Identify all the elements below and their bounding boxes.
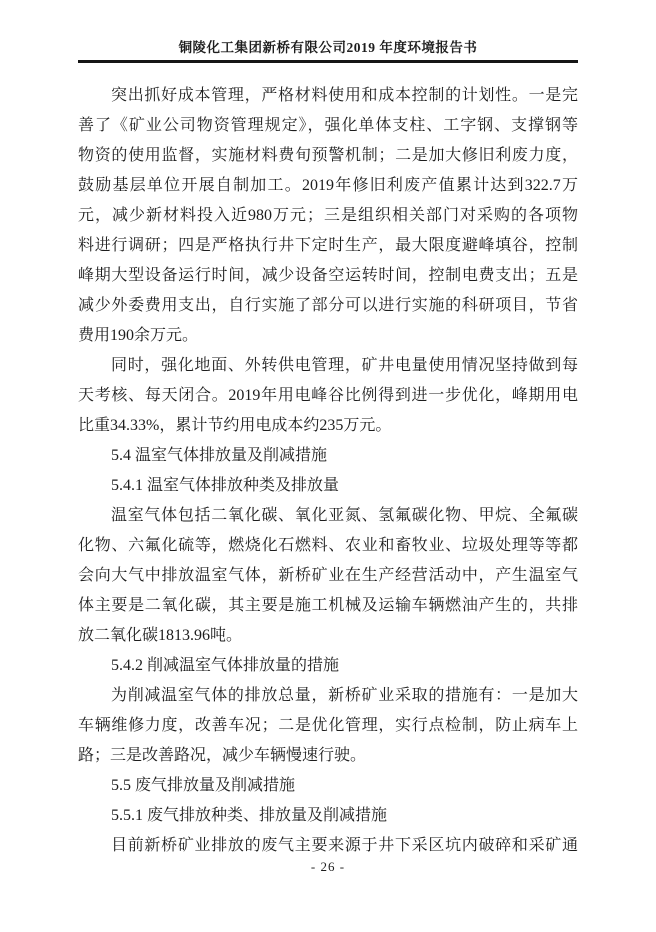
paragraph bbox=[78, 681, 578, 771]
section-heading: 5.4 温室气体排放量及削减措施 bbox=[111, 447, 328, 464]
paragraph-line: 温室气体包括二氧化碳、氧化亚氮、氢氟碳化物、甲烷、全氟碳 bbox=[111, 507, 578, 524]
paragraph-line: 突出抓好成本管理，严格材料使用和成本控制的计划性。一是完 bbox=[111, 87, 578, 104]
paragraph-line: 峰期大型设备运行时间，减少设备空运转时间，控制电费支出；五是 bbox=[78, 267, 578, 284]
section-heading: 5.5.1 废气排放种类、排放量及削减措施 bbox=[111, 807, 388, 824]
paragraph bbox=[78, 81, 578, 351]
paragraph-line: 费用190余万元。 bbox=[78, 327, 199, 344]
header-rule bbox=[78, 60, 578, 63]
paragraph-line: 目前新桥矿业排放的废气主要来源于井下采区坑内破碎和采矿通 bbox=[111, 837, 578, 854]
paragraph-line: 放二氧化碳1813.96吨。 bbox=[78, 627, 243, 644]
paragraph-line: 化物、六氟化硫等，燃烧化石燃料、农业和畜牧业、垃圾处理等等都 bbox=[78, 537, 578, 554]
paragraph-line: 会向大气中排放温室气体，新桥矿业在生产经营活动中，产生温室气 bbox=[78, 567, 578, 584]
section-heading: 5.4.1 温室气体排放种类及排放量 bbox=[111, 477, 340, 494]
section-heading: 5.4.2 削减温室气体排放量的措施 bbox=[111, 657, 340, 674]
paragraph-line: 物资的使用监督，实施材料费旬预警机制；二是加大修旧利废力度， bbox=[78, 147, 578, 164]
paragraph-line: 善了《矿业公司物资管理规定》，强化单体支柱、工字钢、支撑钢等 bbox=[78, 117, 578, 134]
paragraph bbox=[78, 351, 578, 441]
paragraph bbox=[78, 831, 578, 861]
footer-page-number: - 26 - bbox=[310, 859, 346, 874]
paragraph-line: 体主要是二氧化碳，其主要是施工机械及运输车辆燃油产生的，共排 bbox=[78, 597, 578, 614]
section-heading: 5.5 废气排放量及削减措施 bbox=[111, 777, 296, 794]
paragraph-line: 天考核、每天闭合。2019年用电峰谷比例得到进一步优化，峰期用电 bbox=[78, 387, 578, 404]
paragraph-line: 元，减少新材料投入近980万元；三是组织相关部门对采购的各项物 bbox=[78, 207, 578, 224]
paragraph-line: 减少外委费用支出，自行实施了部分可以进行实施的科研项目，节省 bbox=[78, 297, 578, 314]
document-body bbox=[78, 81, 578, 861]
paragraph-line: 同时，强化地面、外转供电管理，矿井电量使用情况坚持做到每 bbox=[111, 357, 578, 374]
paragraph bbox=[78, 501, 578, 651]
paragraph-line: 比重34.33%，累计节约用电成本约235万元。 bbox=[78, 417, 392, 434]
paragraph-line: 料进行调研；四是严格执行井下定时生产，最大限度避峰填谷，控制 bbox=[78, 237, 578, 254]
paragraph-line: 为削减温室气体的排放总量，新桥矿业采取的措施有：一是加大 bbox=[111, 687, 578, 704]
page-header-title: 铜陵化工集团新桥有限公司2019 年度环境报告书 bbox=[178, 40, 478, 55]
paragraph-line: 路；三是改善路况，减少车辆慢速行驶。 bbox=[78, 747, 367, 764]
paragraph-line: 鼓励基层单位开展自制加工。2019年修旧利废产值累计达到322.7万 bbox=[78, 177, 578, 194]
paragraph-line: 车辆维修力度，改善车况；二是优化管理，实行点检制，防止病车上 bbox=[78, 717, 578, 734]
